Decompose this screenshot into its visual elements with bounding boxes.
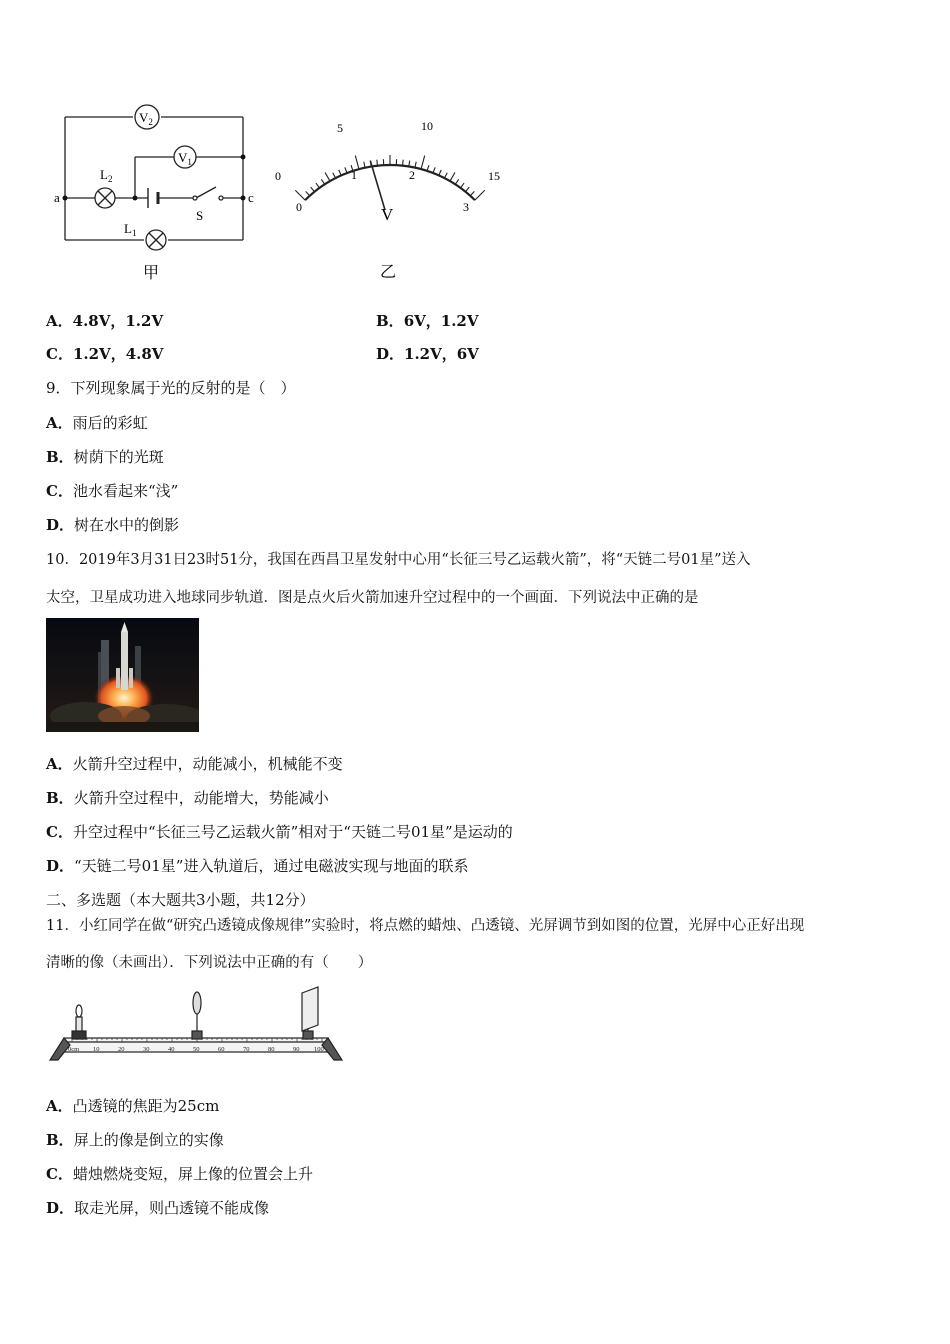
q10-option-b[interactable]: B．火箭升空过程中，动能增大，势能减小 [46, 789, 329, 807]
dial-needle [370, 161, 385, 210]
q8-option-b[interactable]: B．6V，1.2V [376, 312, 479, 330]
inner-scale-1: 1 [351, 168, 357, 182]
inner-scale-0: 0 [296, 200, 302, 214]
bench-tick-90: 90 [293, 1046, 300, 1053]
outer-scale-5: 5 [337, 121, 343, 135]
v1-label: $V_1$ [178, 150, 192, 167]
figure-caption-yi: 乙 [380, 264, 397, 281]
q8-option-a[interactable]: A．4.8V，1.2V [46, 312, 164, 330]
figure-caption-jia: 甲 [143, 265, 160, 282]
outer-scale-15: 15 [488, 169, 500, 183]
q11-option-c[interactable]: C．蜡烛燃烧变短，屏上像的位置会上升 [46, 1165, 313, 1183]
circuit-diagram [48, 100, 268, 285]
dial-tick [325, 172, 330, 181]
bench-tick-40: 40 [168, 1046, 175, 1053]
bench-tick-20: 20 [118, 1046, 125, 1053]
inner-scale-3: 3 [463, 200, 469, 214]
bench-tick-10: 10 [93, 1046, 100, 1053]
dial-tick [421, 156, 425, 170]
switch-label: S [196, 208, 204, 223]
q9-option-c[interactable]: C．池水看起来“浅” [46, 482, 179, 500]
dial-arc [305, 165, 475, 200]
v2-label: $V_2$ [139, 110, 153, 127]
dial-tick [475, 190, 485, 200]
q9-stem: 9．下列现象属于光的反射的是（ ） [46, 379, 296, 397]
bench-tick-30: 30 [143, 1046, 150, 1053]
q10-option-c[interactable]: C．升空过程中“长征三号乙运载火箭”相对于“天链二号01星”是运动的 [46, 823, 513, 841]
q10-option-d[interactable]: D．“天链二号01星”进入轨道后，通过电磁波实现与地面的联系 [46, 857, 469, 875]
q8-option-c[interactable]: C．1.2V，4.8V [46, 345, 164, 363]
q9-option-b[interactable]: B．树荫下的光斑 [46, 448, 164, 466]
l1-label: $L_1$ [124, 221, 137, 238]
q11-option-a[interactable]: A．凸透镜的焦距为25cm [46, 1097, 220, 1115]
bench-tick-60: 60 [218, 1046, 225, 1053]
node-a-label: a [54, 190, 60, 205]
bench-tick-70: 70 [243, 1046, 250, 1053]
rocket-launch-photo [46, 618, 199, 732]
dial-unit-label: V [381, 205, 394, 224]
q10-stem-line2: 太空，卫星成功进入地球同步轨道．图是点火后火箭加速升空过程中的一个画面．下列说法中正确的是 [46, 590, 699, 606]
dial-tick [295, 190, 305, 200]
q10-option-a[interactable]: A．火箭升空过程中，动能减小，机械能不变 [46, 755, 343, 773]
q11-stem-line2: 清晰的像（未画出）．下列说法中正确的有（ ） [46, 955, 373, 971]
bench-tick-0: 0cm [68, 1046, 80, 1053]
inner-scale-2: 2 [409, 168, 415, 182]
bench-tick-80: 80 [268, 1046, 275, 1053]
section-heading: 二、多选题（本大题共3小题，共12分） [46, 891, 315, 909]
bench-tick-100: 100 [314, 1046, 324, 1053]
q10-stem-line1: 10．2019年3月31日23时51分，我国在西昌卫星发射中心用“长征三号乙运载火箭”，将“天链二号01星”送入 [46, 552, 751, 568]
q11-option-b[interactable]: B．屏上的像是倒立的实像 [46, 1131, 224, 1149]
bench-tick-50: 50 [193, 1046, 200, 1053]
dial-tick [450, 172, 455, 181]
q11-stem-line1: 11．小红同学在做“研究凸透镜成像规律”实验时，将点燃的蜡烛、凸透镜、光屏调节到如图的位置，光屏中心正好出现 [46, 918, 805, 934]
q9-option-a[interactable]: A．雨后的彩虹 [46, 414, 148, 432]
q11-option-d[interactable]: D．取走光屏，则凸透镜不能成像 [46, 1199, 270, 1217]
l2-label: $L_2$ [100, 167, 113, 184]
outer-scale-10: 10 [421, 119, 433, 133]
optical-bench-diagram [46, 985, 346, 1067]
node-c-label: c [248, 190, 254, 205]
q9-option-d[interactable]: D．树在水中的倒影 [46, 516, 180, 534]
voltmeter-dial [265, 110, 515, 290]
q8-option-d[interactable]: D．1.2V，6V [376, 345, 479, 363]
outer-scale-0: 0 [275, 169, 281, 183]
